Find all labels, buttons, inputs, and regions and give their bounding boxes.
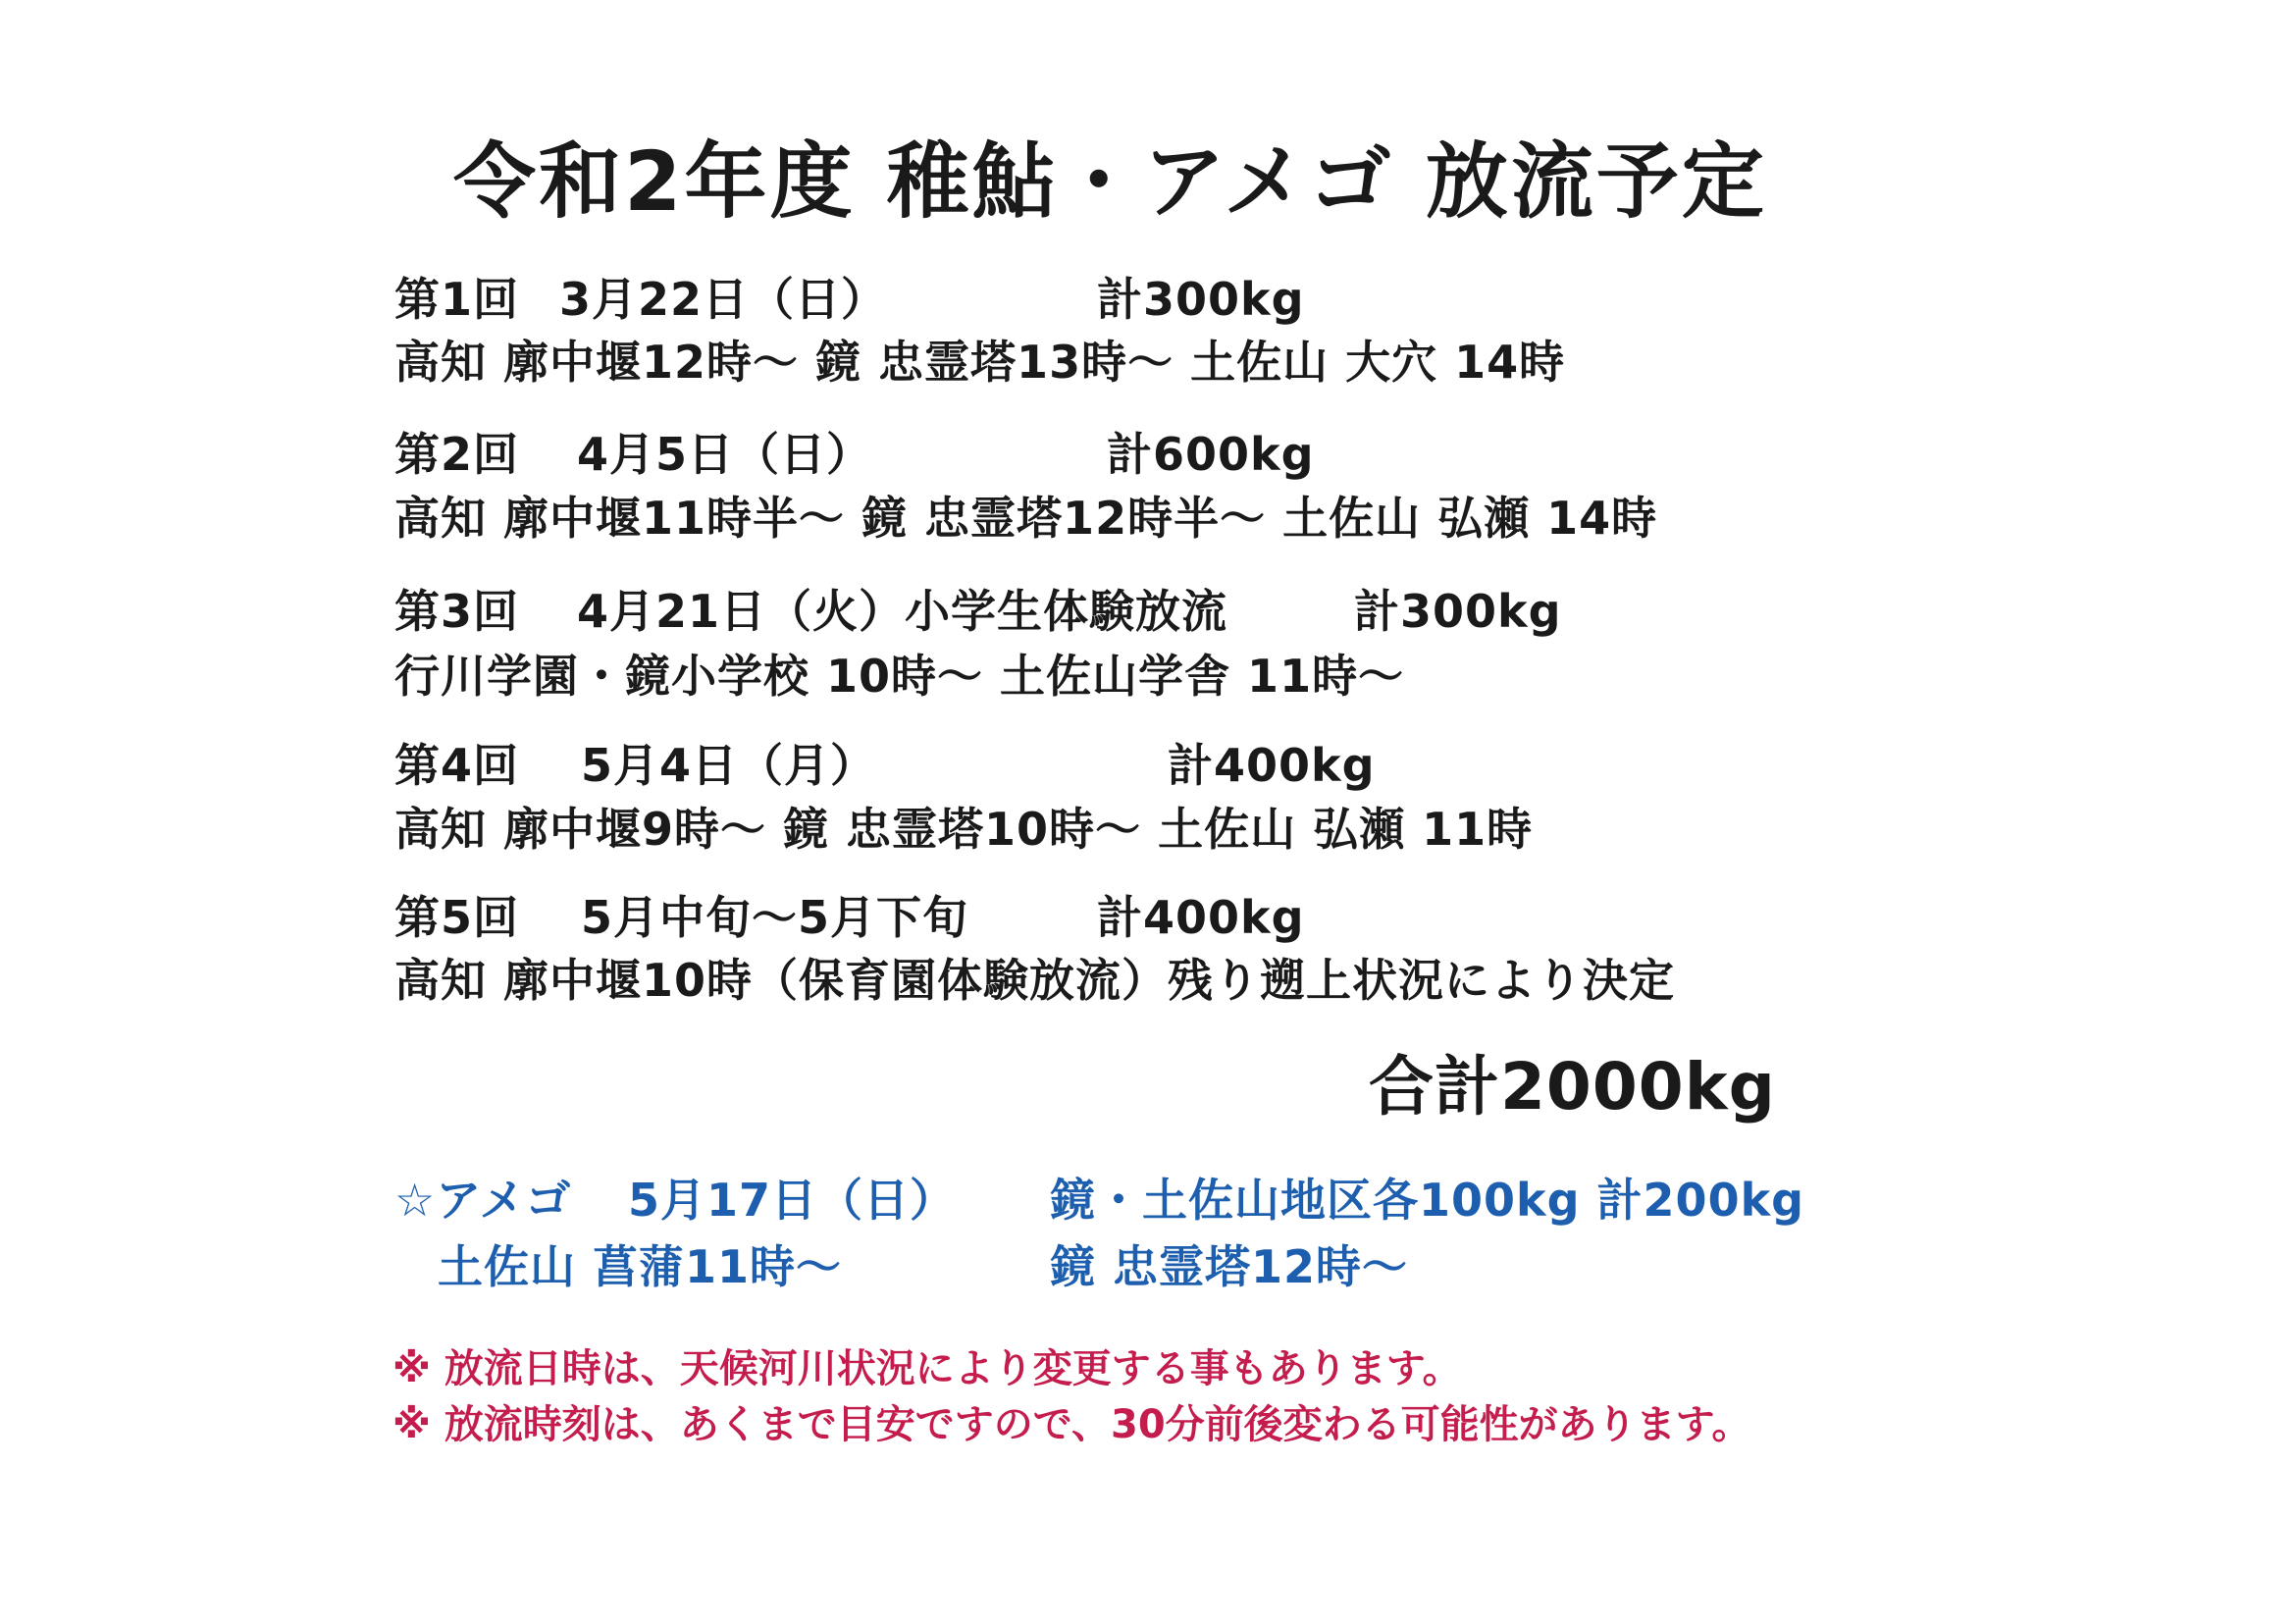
grand-total: 合計2000kg <box>1369 1049 1776 1125</box>
round-places: 高知 廓中堰9時～ 鏡 忠霊塔10時～ 土佐山 弘瀬 11時 <box>394 803 1534 856</box>
round-amount: 計300kg <box>1354 585 1562 638</box>
round-label: 第3回 <box>394 585 520 638</box>
page-title: 令和2年度 稚鮎・アメゴ 放流予定 <box>453 133 1767 230</box>
round-amount: 計600kg <box>1107 428 1315 481</box>
round-date: 4月5日（日） <box>577 428 873 481</box>
round-places: 行川学園・鏡小学校 10時～ 土佐山学舎 11時～ <box>394 650 1405 703</box>
round-label: 第2回 <box>394 428 520 481</box>
round-amount: 計300kg <box>1097 273 1305 326</box>
round-label: 第5回 <box>394 891 520 944</box>
round-date: 5月4日（月） <box>581 739 877 792</box>
round-date: 4月21日（火）小学生体験放流 <box>577 585 1228 638</box>
amego-amount: 鏡・土佐山地区各100kg 計200kg <box>1050 1174 1805 1227</box>
round-places: 高知 廓中堰12時～ 鏡 忠霊塔13時～ 土佐山 大穴 14時 <box>394 336 1566 389</box>
round-label: 第4回 <box>394 739 520 792</box>
round-places: 高知 廓中堰10時（保育園体験放流）残り遡上状況により決定 <box>394 954 1676 1007</box>
amego-places-kagami: 鏡 忠霊塔12時～ <box>1050 1240 1409 1293</box>
amego-places-tosayama: 土佐山 菖蒲11時～ <box>438 1240 843 1293</box>
note-line: ※ 放流時刻は、あくまで目安ですので、30分前後変わる可能性があります。 <box>392 1402 1751 1447</box>
round-places: 高知 廓中堰11時半～ 鏡 忠霊塔12時半～ 土佐山 弘瀬 14時 <box>394 492 1658 545</box>
round-amount: 計400kg <box>1168 739 1376 792</box>
round-label: 第1回 <box>394 273 520 326</box>
round-date: 5月中旬～5月下旬 <box>581 891 969 944</box>
note-line: ※ 放流日時は、天候河川状況により変更する事もあります。 <box>392 1346 1462 1391</box>
amego-label: ☆アメゴ <box>394 1174 572 1227</box>
amego-date: 5月17日（日） <box>628 1174 957 1227</box>
round-amount: 計400kg <box>1097 891 1305 944</box>
round-date: 3月22日（日） <box>559 273 888 326</box>
